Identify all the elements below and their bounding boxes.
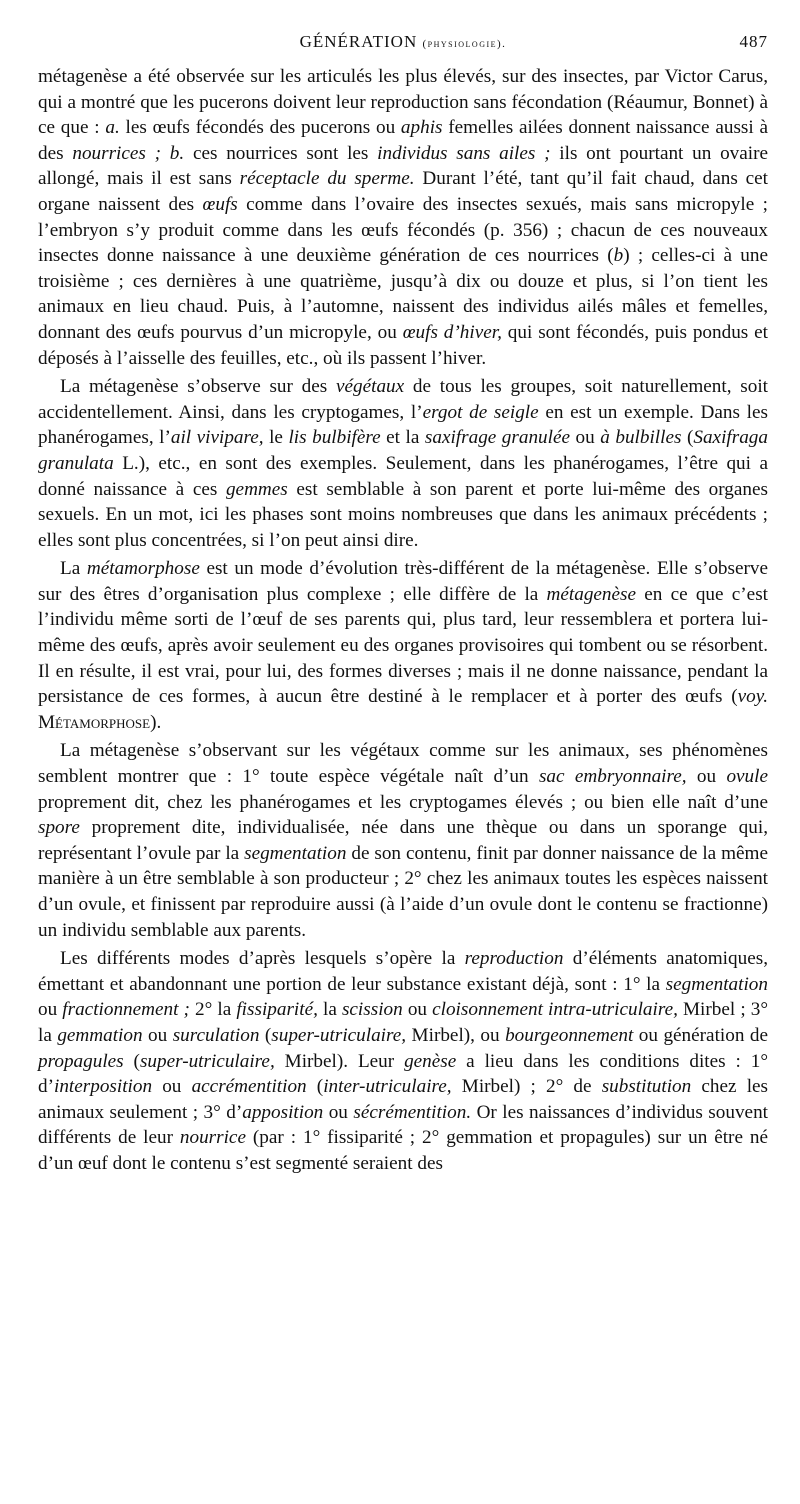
- italic-text: ergot de seigle: [422, 401, 539, 423]
- text-run: ou: [38, 999, 63, 1021]
- text-run: Mirbel), ou: [406, 1024, 506, 1046]
- text-run: La métagenèse s’observe sur des: [60, 376, 336, 398]
- text-run: les œufs fécondés des pucerons ou: [119, 117, 401, 139]
- running-head: [38, 30, 768, 60]
- italic-text: réceptacle du sperme.: [239, 168, 415, 190]
- italic-text: cloisonnement intra-utriculaire,: [432, 999, 678, 1021]
- italic-text: genèse: [404, 1050, 457, 1072]
- text-run: le: [263, 427, 289, 449]
- text-run: Durant l’été, tant qu’il fait chaud, dans cet organe naissent des: [38, 168, 768, 215]
- text-run: Or les naissances d’individus souvent différents de leur: [38, 1101, 769, 1149]
- italic-text: Saxifraga granulata: [38, 427, 768, 474]
- italic-text: scission: [341, 999, 403, 1021]
- text-run: La: [60, 558, 87, 580]
- text-run: ).: [150, 711, 162, 733]
- text-run: comme dans l’ovaire des insectes sexués, mais sans micropyle ; l’embryon s’y produit comme dans les œufs fécondés (p. 356) ; chacun de ces nouveaux insectes donne naissance à une deuxième génération de ces nourrices (: [38, 193, 769, 267]
- text-run: La métagenèse s’observant sur les végétaux comme sur les animaux, ses phénomènes semblent montrer que : 1° toute espèce végétale naît d’un: [38, 740, 768, 788]
- text-run: (: [123, 1050, 140, 1072]
- italic-text: nourrices ; b.: [72, 142, 185, 164]
- italic-text: à bulbilles: [600, 427, 682, 449]
- text-run: L.), etc., en sont des exemples. Seulement, dans les phanérogames, l’être qui a donné naissance à ces: [38, 452, 768, 500]
- text-run: ou: [152, 1076, 192, 1098]
- italic-text: apposition: [242, 1101, 324, 1123]
- text-run: ces nourrices sont les: [184, 142, 378, 164]
- text-run: de tous les groupes, soit naturellement, soit accidentellement. Ainsi, dans les cryptogames, l’: [38, 376, 768, 423]
- italic-text: lis bulbifère: [288, 427, 381, 449]
- text-run: (: [306, 1076, 324, 1098]
- italic-text: a.: [105, 117, 120, 139]
- italic-text: segmentation: [665, 973, 768, 995]
- italic-text: substitution: [601, 1076, 692, 1098]
- italic-text: individus sans ailes ;: [377, 142, 551, 164]
- italic-text: surculation: [172, 1024, 260, 1046]
- text-run: ) ; celles-ci à une troisième ; ces dernières à une quatrième, jusqu’à dix ou douze et plus, si l’on tient les animaux en lieu chaud. Puis, à l’automne, naissent des individus ailés mâles et femelles, donnant des œufs pourvus d’un micropyle, ou: [38, 245, 768, 343]
- paragraph: [38, 374, 768, 553]
- text-run: ou: [323, 1101, 354, 1123]
- text-run: ou: [686, 766, 727, 788]
- text-run: d’éléments anatomiques, émettant et abandonnant une portion de leur substance existant déjà, sont : 1° la: [38, 948, 768, 995]
- text-run: a lieu dans les conditions dites : 1° d’: [38, 1050, 768, 1098]
- page-number: 487: [739, 32, 768, 51]
- text-run: proprement dite, individualisée, née dans une thèque ou dans un sporange qui, représentant l’ovule par la: [38, 817, 768, 864]
- small-caps-text: Métamorphose: [38, 711, 151, 733]
- italic-text: inter-utriculaire,: [323, 1076, 452, 1098]
- italic-text: propagules: [38, 1050, 124, 1072]
- italic-text: sécrémentition.: [353, 1101, 472, 1123]
- paragraph: [38, 738, 768, 943]
- running-title-main: GÉNÉRATION: [299, 32, 418, 51]
- paragraph: [38, 556, 768, 735]
- italic-text: ail vivipare,: [170, 427, 264, 449]
- text-run: est semblable à son parent et porte lui-même des organes sexuels. En un mot, ici les phases sont moins nombreuses que dans les animaux précédents ; elles sont plus concentrées, si l’on peut ainsi dire.: [38, 478, 768, 551]
- italic-text: métamorphose: [86, 558, 200, 580]
- italic-text: œufs d’hiver,: [402, 321, 502, 343]
- italic-text: b: [613, 245, 624, 267]
- text-run: en est un exemple. Dans les phanérogames, l’: [38, 401, 768, 449]
- italic-text: gemmation: [57, 1024, 143, 1046]
- document-page: [38, 30, 768, 1177]
- text-run: est un mode d’évolution très-différent de la métagenèse. Elle s’observe sur des êtres d’organisation plus complexe ; elle diffère de la: [38, 558, 768, 605]
- italic-text: reproduction: [464, 948, 564, 970]
- italic-text: sac embryonnaire,: [538, 766, 687, 788]
- italic-text: bourgeonnement: [505, 1024, 634, 1046]
- text-run: ou: [570, 427, 601, 449]
- text-run: Mirbel) ; 2° de: [451, 1076, 602, 1098]
- italic-text: végétaux: [335, 376, 405, 398]
- italic-text: voy.: [737, 686, 768, 708]
- italic-text: aphis: [400, 117, 443, 139]
- text-run: et la: [380, 427, 425, 449]
- running-title-sub: (physiologie).: [422, 38, 507, 50]
- italic-text: fissiparité,: [236, 999, 318, 1021]
- text-run: chez les animaux seulement ; 3° d’: [38, 1076, 769, 1123]
- italic-text: accrémentition: [191, 1076, 307, 1098]
- text-run: 2° la: [189, 999, 237, 1021]
- text-run: proprement dit, chez les phanérogames et les cryptogames élevés ; ou bien elle naît d’une: [38, 791, 768, 813]
- italic-text: fractionnement ;: [62, 999, 190, 1021]
- text-run: Mirbel). Leur: [274, 1050, 405, 1072]
- text-run: ou: [402, 999, 433, 1021]
- text-run: la: [317, 999, 342, 1021]
- italic-text: métagenèse: [546, 583, 637, 605]
- body-text: [38, 64, 768, 1177]
- text-run: en ce que c’est l’individu même sorti de l’œuf de ses parents qui, plus tard, leur ressemblera et portera lui-même des œufs, après avoir seulement eu des organes provisoires qui tombent ou se résorbent. Il en résulte, il est vrai, pour lui, des formes diverses ; mais il ne donne naissance, pendant la persistance de ces formes, à aucun être destiné à le remplacer et à porter des œufs (: [38, 583, 768, 708]
- text-run: (: [259, 1024, 272, 1046]
- text-run: métagenèse a été observée sur les articulés les plus élevés, sur des insectes, par Victor Carus, qui a montré que les pucerons doivent leur reproduction sans fécondation (Réaumur, Bonnet) à ce que :: [38, 66, 768, 139]
- italic-text: ovule: [726, 766, 768, 788]
- italic-text: nourrice: [179, 1127, 246, 1149]
- italic-text: œufs: [202, 193, 238, 215]
- running-title: [38, 32, 768, 52]
- text-run: Les différents modes d’après lesquels s’opère la: [60, 948, 465, 970]
- italic-text: saxifrage granulée: [424, 427, 571, 449]
- italic-text: segmentation: [244, 842, 347, 864]
- paragraph: [38, 64, 768, 371]
- text-run: (: [681, 427, 694, 449]
- italic-text: gemmes: [225, 478, 288, 500]
- paragraph: [38, 946, 768, 1176]
- italic-text: super-utriculaire,: [271, 1024, 407, 1046]
- text-run: femelles ailées donnent naissance aussi à des: [38, 117, 768, 164]
- italic-text: interposition: [53, 1076, 153, 1098]
- italic-text: super-utriculaire,: [139, 1050, 275, 1072]
- italic-text: spore: [38, 817, 80, 839]
- text-run: ou génération de: [633, 1024, 768, 1046]
- text-run: ou: [142, 1024, 173, 1046]
- text-run: (par : 1° fissiparité ; 2° gemmation et propagules) sur un être né d’un œuf dont le contenu s’est segmenté seraient des: [38, 1127, 768, 1174]
- text-run: qui sont fécondés, puis pondus et déposés à l’aisselle des feuilles, etc., où ils passent l’hiver.: [38, 321, 768, 369]
- text-run: de son contenu, finit par donner naissance de la même manière à un être semblable à son producteur ; 2° chez les animaux toutes les espèces naissent d’un ovule, et finissent par reproduire aussi (à l’aide d’un ovule dont le contenu se fractionne) un individu semblable aux parents.: [38, 842, 768, 941]
- text-run: ils ont pourtant un ovaire allongé, mais il est sans: [38, 142, 769, 190]
- text-run: Mirbel ; 3° la: [38, 999, 769, 1046]
